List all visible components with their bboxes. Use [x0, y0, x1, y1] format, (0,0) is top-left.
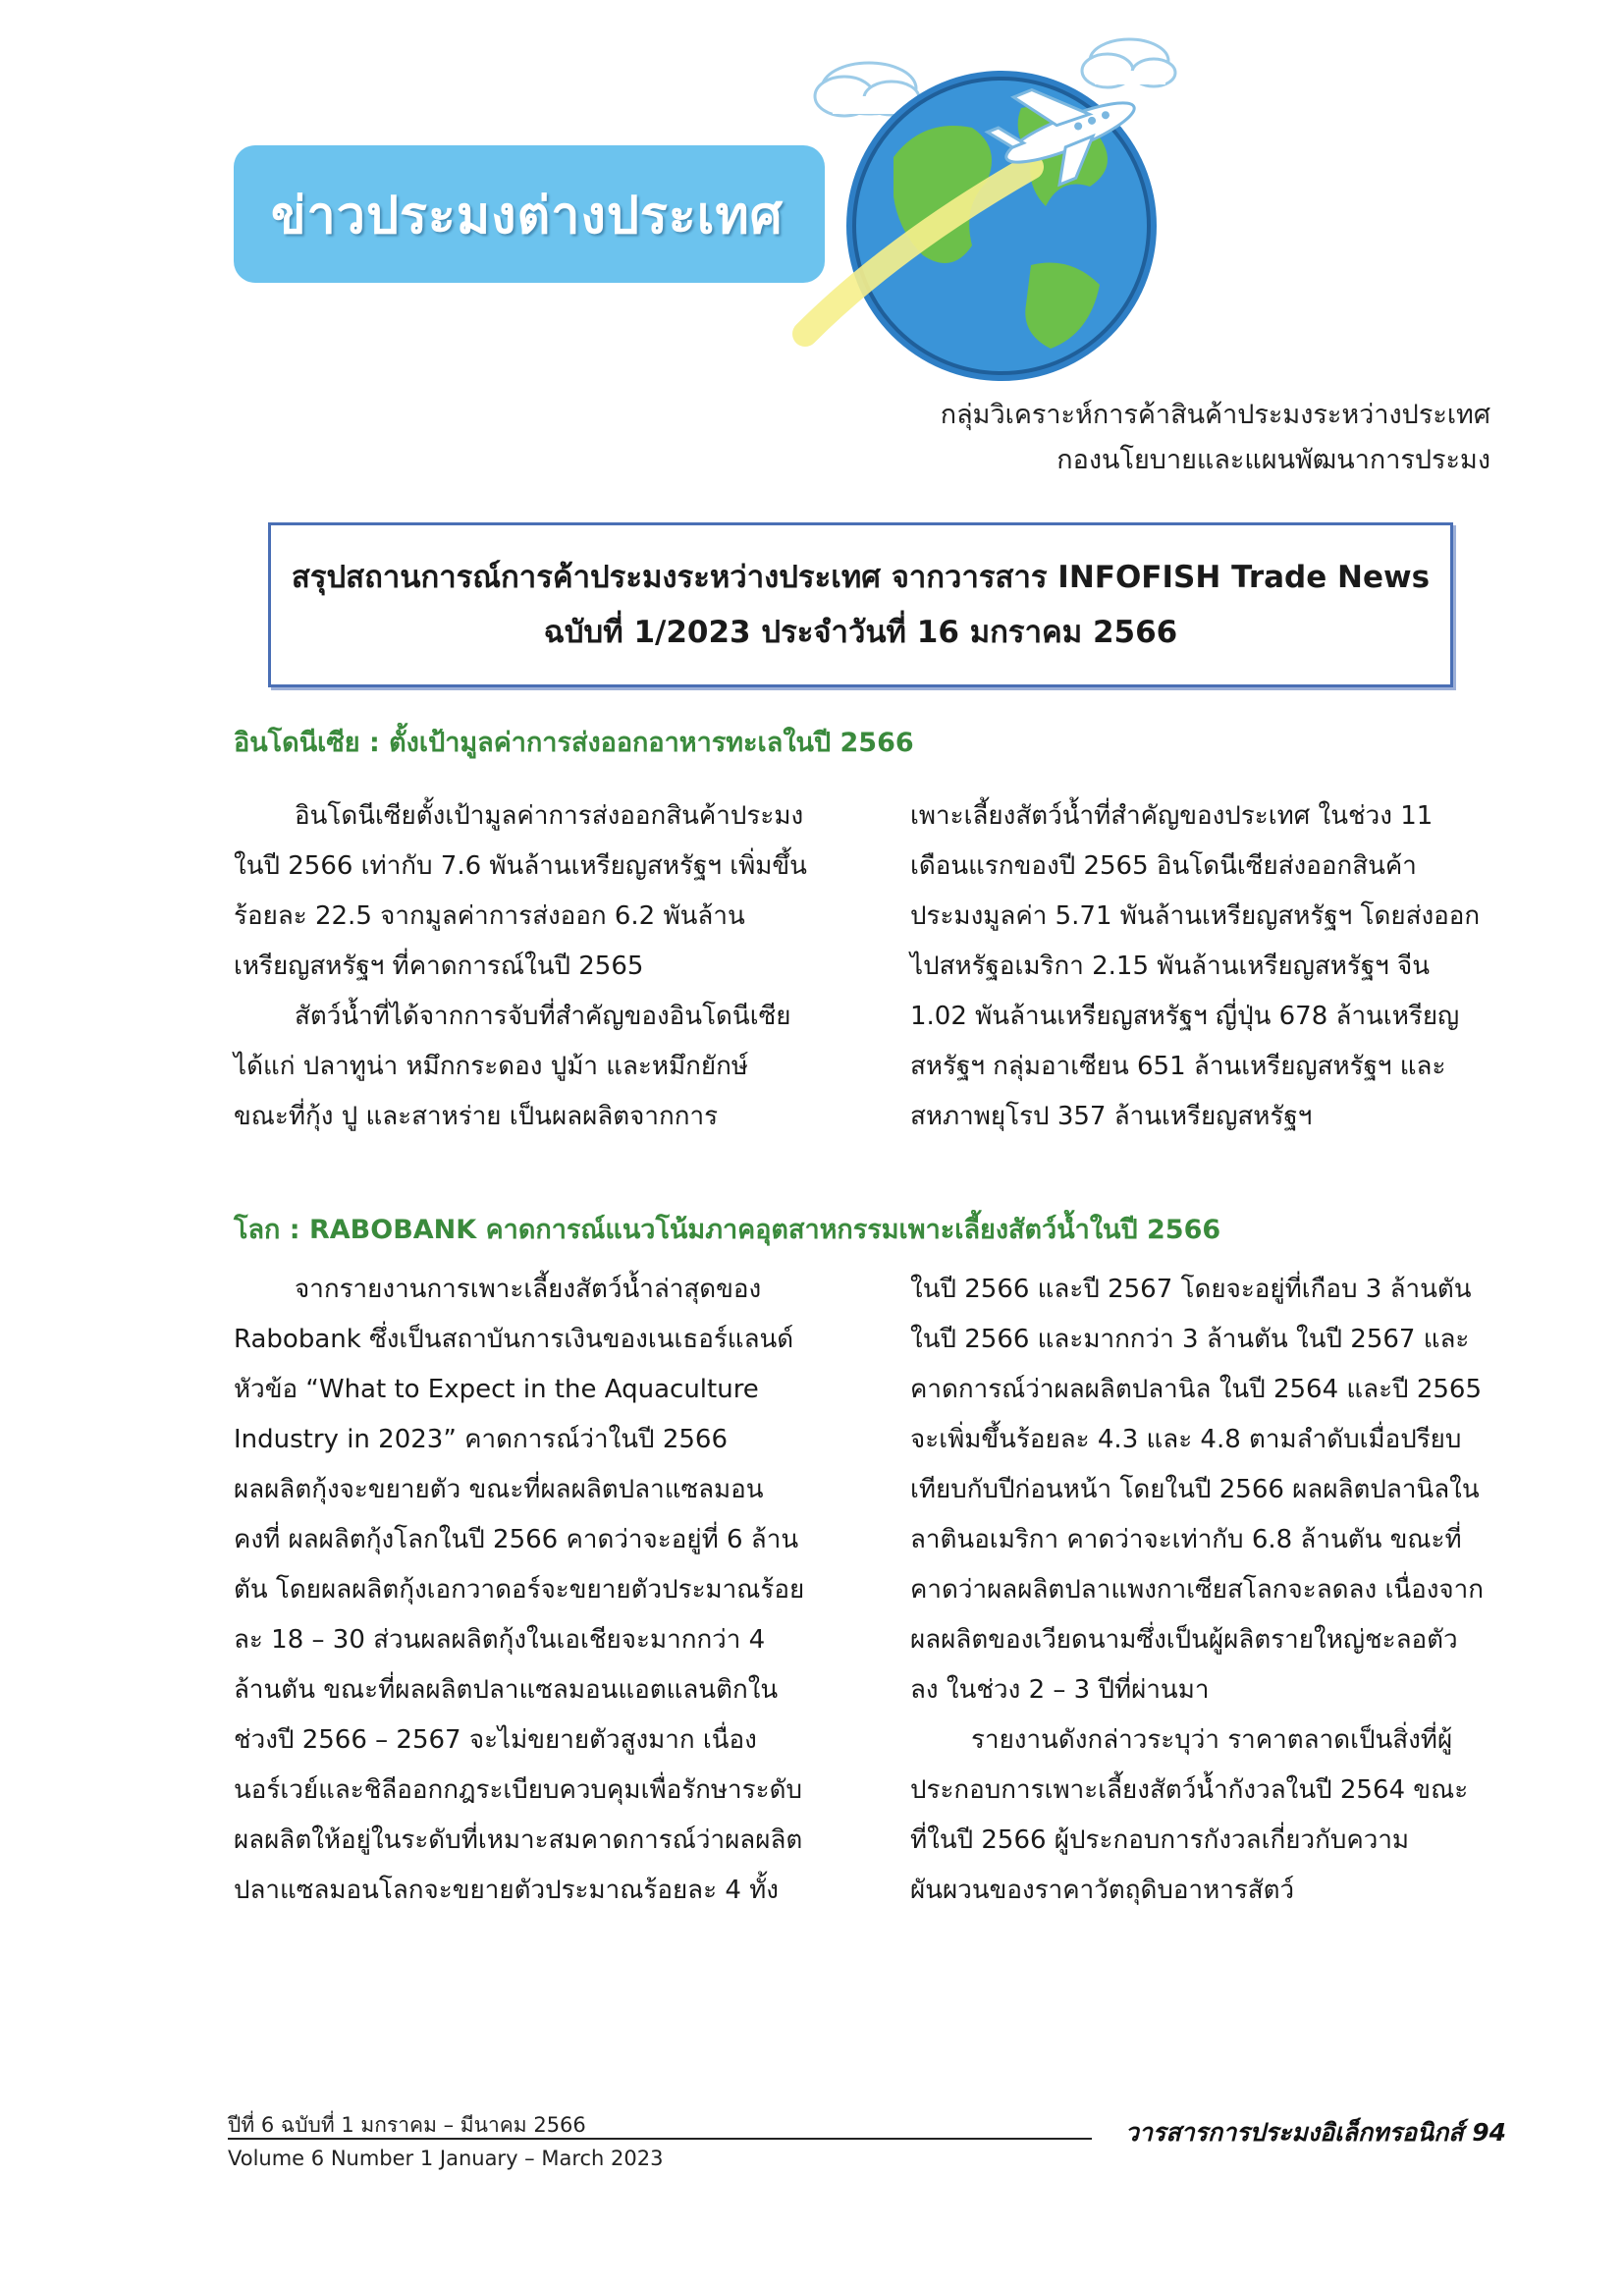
section-1-right-paragraph-1: เพาะเลี้ยงสัตว์น้ำที่สำคัญของประเทศ ในช่วง 11 เดือนแรกของปี 2565 อินโดนีเซียส่งออกสินค้าประมงมูลค่า 5.71 พันล้านเหรียญสหรัฐฯ โดยส่งออกไปสหรัฐอเมริกา 2.15 พันล้านเหรียญสหรัฐฯ จีน 1.02 พันล้านเหรียญสหรัฐฯ ญี่ปุ่น 678 ล้านเหรียญสหรัฐฯ กลุ่มอาเซียน 651 ล้านเหรียญสหรัฐฯ และสหภาพยุโรป 357 ล้านเหรียญสหรัฐฯ	[910, 801, 1481, 1131]
author-line-1: กลุ่มวิเคราะห์การค้าสินค้าประมงระหว่างประเทศ	[940, 400, 1490, 430]
section-1-heading: อินโดนีเซีย : ตั้งเป้ามูลค่าการส่งออกอาหารทะเลในปี 2566	[234, 728, 914, 758]
cloud-right-icon	[1082, 39, 1175, 87]
summary-box	[268, 522, 1453, 687]
section-2-heading: โลก : RABOBANK คาดการณ์แนวโน้มภาคอุตสาหกรรมเพาะเลี้ยงสัตว์น้ำในปี 2566	[234, 1215, 1221, 1245]
section-1-left-column	[234, 791, 808, 1142]
section-banner	[234, 145, 825, 283]
section-2-right-column	[910, 1265, 1485, 1916]
section-2-right-paragraph-2: รายงานดังกล่าวระบุว่า ราคาตลาดเป็นสิ่งที่ผู้ประกอบการเพาะเลี้ยงสัตว์น้ำกังวลในปี 2564 ขณะที่ในปี 2566 ผู้ประกอบการกังวลเกี่ยวกับความผันผวนของราคาวัตถุดิบอาหารสัตว์	[910, 1725, 1469, 1905]
author-block	[941, 393, 1490, 483]
section-1-left-paragraph-1: อินโดนีเซียตั้งเป้ามูลค่าการส่งออกสินค้าประมงในปี 2566 เท่ากับ 7.6 พันล้านเหรียญสหรัฐฯ เพิ่มขึ้นร้อยละ 22.5 จากมูลค่าการส่งออก 6.2 พันล้านเหรียญสหรัฐฯ ที่คาดการณ์ในปี 2565	[234, 801, 807, 981]
globe-airplane-illustration	[776, 20, 1188, 393]
section-1-right-column	[910, 791, 1485, 1142]
footer-issue-english: Volume 6 Number 1 January – March 2023	[228, 2147, 664, 2170]
author-line-2: กองนโยบายและแผนพัฒนาการประมง	[1056, 445, 1490, 475]
section-2-right-paragraph-1: ในปี 2566 และปี 2567 โดยจะอยู่ที่เกือบ 3 ล้านตัน ในปี 2566 และมากกว่า 3 ล้านตัน ในปี 2567 และคาดการณ์ว่าผลผลิตปลานิล ในปี 2564 และปี 2565 จะเพิ่มขึ้นร้อยละ 4.3 และ 4.8 ตามลำดับเมื่อปรียบเทียบกับปีก่อนหน้า โดยในปี 2566 ผลผลิตปลานิลในลาตินอเมริกา คาดว่าจะเท่ากับ 6.8 ล้านตัน ขณะที่คาดว่าผลผลิตปลาแพงกาเซียสโลกจะลดลง เนื่องจากผลผลิตของเวียดนามซึ่งเป็นผู้ผลิตรายใหญ่ชะลอตัวลง ในช่วง 2 – 3 ปีที่ผ่านมา	[910, 1275, 1484, 1705]
footer-journal-page: วารสารการประมงอิเล็กทรอนิกส์ 94	[1124, 2118, 1506, 2147]
summary-line-1: สรุปสถานการณ์การค้าประมงระหว่างประเทศ จากวารสาร INFOFISH Trade News	[291, 560, 1431, 595]
section-1-left-paragraph-2: สัตว์น้ำที่ได้จากการจับที่สำคัญของอินโดนีเซีย ได้แก่ ปลาทูน่า หมึกกระดอง ปูม้า และหมึกยักษ์ ขณะที่กุ้ง ปู และสาหร่าย เป็นผลผลิตจากการ	[234, 1002, 791, 1131]
summary-line-2: ฉบับที่ 1/2023 ประจำวันที่ 16 มกราคม 2566	[543, 615, 1178, 650]
section-2-left-column	[234, 1265, 808, 1916]
banner-title: ข่าวประมงต่างประเทศ	[271, 186, 784, 245]
footer-divider	[228, 2138, 1092, 2140]
footer-issue-thai: ปีที่ 6 ฉบับที่ 1 มกราคม – มีนาคม 2566	[228, 2113, 586, 2137]
section-2-left-paragraph-1: จากรายงานการเพาะเลี้ยงสัตว์น้ำล่าสุดของ Rabobank ซึ่งเป็นสถาบันการเงินของเนเธอร์แลนด์ หัวข้อ “What to Expect in the Aquaculture Industry in 2023” คาดการณ์ว่าในปี 2566 ผลผลิตกุ้งจะขยายตัว ขณะที่ผลผลิตปลาแซลมอนคงที่ ผลผลิตกุ้งโลกในปี 2566 คาดว่าจะอยู่ที่ 6 ล้านตัน โดยผลผลิตกุ้งเอกวาดอร์จะขยายตัวประมาณร้อยละ 18 – 30 ส่วนผลผลิตกุ้งในเอเชียจะมากกว่า 4 ล้านตัน ขณะที่ผลผลิตปลาแซลมอนแอตแลนติกในช่วงปี 2566 – 2567 จะไม่ขยายตัวสูงมาก เนื่องนอร์เวย์และชิลีออกกฎระเบียบควบคุมเพื่อรักษาระดับผลผลิตให้อยู่ในระดับที่เหมาะสมคาดการณ์ว่าผลผลิตปลาแซลมอนโลกจะขยายตัวประมาณร้อยละ 4 ทั้ง	[234, 1275, 805, 1905]
